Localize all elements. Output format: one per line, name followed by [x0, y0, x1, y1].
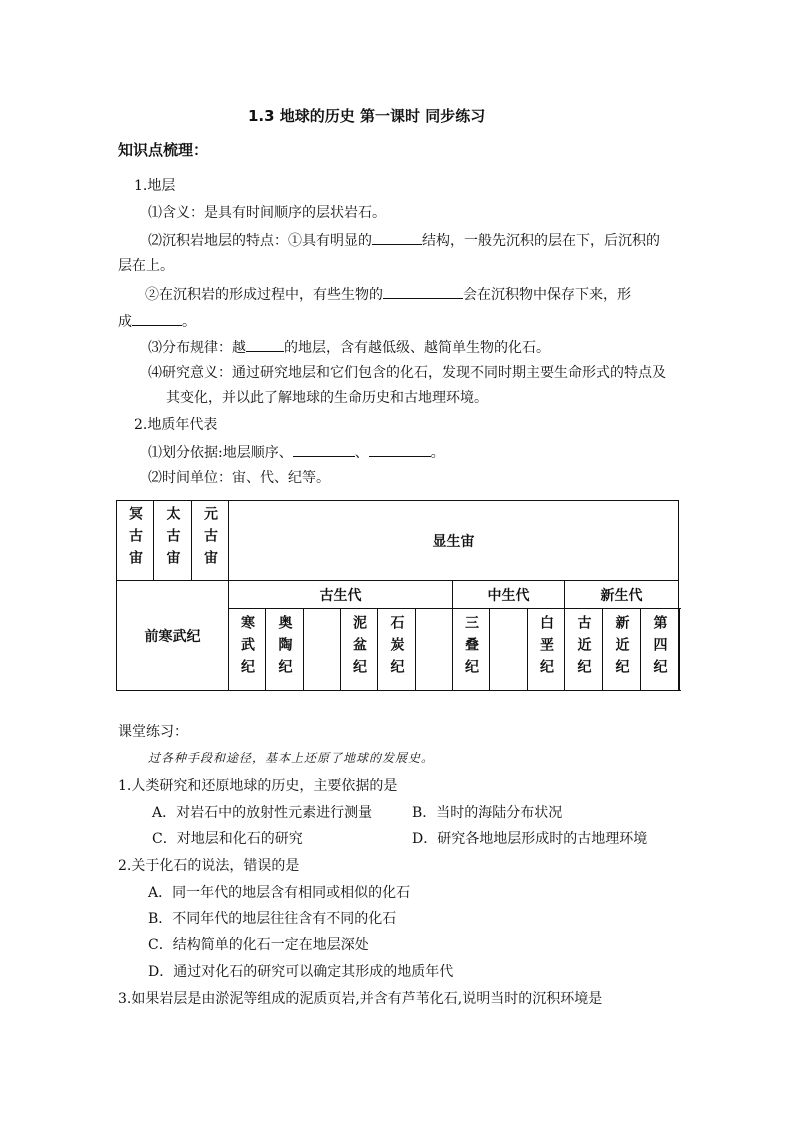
blank-remains[interactable]: [383, 284, 463, 299]
s1-item2-post: 结构，一般先沉积的层在下，后沉积的: [422, 233, 660, 249]
q1-option-b[interactable]: B．当时的海陆分布状况: [412, 805, 563, 821]
q2-option-c[interactable]: C．结构简单的化石一定在地层深处: [148, 937, 369, 953]
s1-item3: [145, 284, 631, 305]
q3-stem: 3.如果岩层是由淤泥等组成的泥质页岩,并含有芦苇化石,说明当时的沉积环境是: [118, 991, 603, 1007]
page-title: 1.3 地球的历史 第一课时 同步练习: [248, 107, 486, 125]
s1-item4-pre: ⑶分布规律：越: [148, 340, 246, 356]
era-row: [117, 581, 680, 609]
precambrian-cell: 前寒武纪: [117, 581, 229, 691]
blank-fossil[interactable]: [132, 311, 182, 326]
geologic-time-table: [116, 500, 680, 691]
q1-option-d[interactable]: D．研究各地地层形成时的古地理环境: [412, 831, 648, 847]
q1-stem: 1.人类研究和还原地球的历史，主要依据的是: [118, 778, 398, 794]
s2-item1-post: 。: [430, 445, 445, 461]
period-ordovician: 奥陶纪: [266, 609, 304, 691]
period-paleogene: 古近纪: [565, 609, 603, 691]
eon-proterozoic: 元古宙: [192, 501, 229, 581]
s1-item4-post: 的地层，含有越低级、越简单生物的化石。: [284, 340, 550, 356]
period-blank-2[interactable]: [416, 609, 453, 691]
s1-item3-post: 会在沉积物中保存下来，形: [463, 287, 631, 303]
s1-item4: [148, 337, 550, 358]
period-blank-1[interactable]: [304, 609, 341, 691]
section1-heading: 1.地层: [134, 178, 176, 194]
period-blank-3[interactable]: [490, 609, 528, 691]
period-carboniferous: 石炭纪: [378, 609, 416, 691]
eon-archean: 太古宙: [154, 501, 192, 581]
period-cambrian: 寒武纪: [229, 609, 266, 691]
era-cenozoic: 新生代: [565, 581, 679, 609]
s2-item1-mid: 、: [354, 445, 369, 461]
blank-basis-1[interactable]: [293, 442, 355, 457]
eon-hadean: 冥古宙: [117, 501, 154, 581]
s1-item2: [148, 230, 660, 251]
blank-basis-2[interactable]: [369, 442, 431, 457]
section2-heading: 2.地质年代表: [134, 417, 218, 433]
eon-phanerozoic: 显生宙: [229, 501, 679, 581]
s1-item3-cont-post: 。: [182, 314, 196, 330]
period-cretaceous: 白垩纪: [528, 609, 565, 691]
s1-item2-pre: ⑵沉积岩地层的特点：①具有明显的: [148, 233, 372, 249]
practice-note: 过各种手段和途径，基本上还原了地球的发展史。: [148, 751, 435, 765]
period-triassic: 三叠纪: [453, 609, 490, 691]
q1-option-a[interactable]: A．对岩石中的放射性元素进行测量: [152, 805, 373, 821]
s2-item2: ⑵时间单位：宙、代、纪等。: [148, 470, 330, 486]
practice-heading: 课堂练习：: [118, 724, 188, 740]
q1-option-c[interactable]: C．对地层和化石的研究: [152, 831, 303, 847]
s1-item5: ⑷研究意义：通过研究地层和它们包含的化石，发现不同时期主要生命形式的特点及: [148, 365, 666, 381]
s1-item3-cont-pre: 成: [118, 314, 132, 330]
s1-item3-pre: ②在沉积岩的形成过程中，有些生物的: [145, 287, 383, 303]
s1-item5-cont: 其变化，并以此了解地球的生命历史和古地理环境。: [166, 390, 488, 406]
s1-item1: ⑴含义：是具有时间顺序的层状岩石。: [148, 205, 386, 221]
era-mesozoic: 中生代: [453, 581, 565, 609]
s1-item2-cont: 层在上。: [118, 258, 174, 274]
s2-item1: [148, 442, 445, 463]
q2-stem: 2.关于化石的说法，错误的是: [118, 858, 300, 874]
period-quaternary: 第四纪: [641, 609, 679, 691]
eon-row: [117, 501, 680, 581]
blank-structure[interactable]: [372, 230, 422, 245]
knowledge-heading: 知识点梳理：: [118, 141, 209, 159]
era-paleozoic: 古生代: [229, 581, 453, 609]
blank-age[interactable]: [246, 337, 284, 352]
q2-option-a[interactable]: A．同一年代的地层含有相同或相似的化石: [148, 885, 411, 901]
period-devonian: 泥盆纪: [341, 609, 378, 691]
q2-option-b[interactable]: B．不同年代的地层往往含有不同的化石: [148, 911, 397, 927]
period-neogene: 新近纪: [603, 609, 641, 691]
s1-item3-cont: [118, 311, 196, 332]
s2-item1-pre: ⑴划分依据:地层顺序、: [148, 445, 293, 461]
q2-option-d[interactable]: D．通过对化石的研究可以确定其形成的地质年代: [148, 964, 454, 980]
